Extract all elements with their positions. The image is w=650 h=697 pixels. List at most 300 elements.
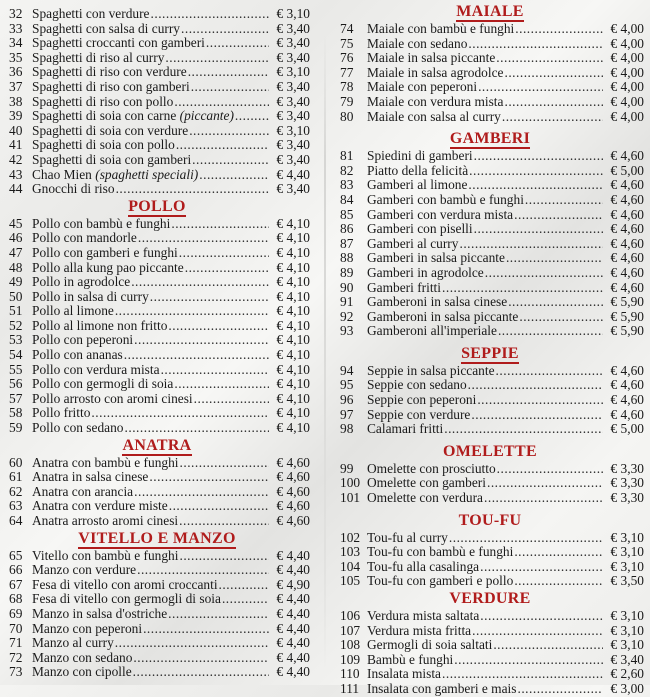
item-price: € 4,40	[276, 649, 310, 665]
menu-item-row	[9, 348, 325, 363]
menu-item-row	[9, 549, 325, 564]
item-price: € 3,40	[276, 93, 310, 109]
dot-leader	[222, 592, 269, 607]
item-name: Bambù e funghi	[367, 651, 454, 667]
dot-leader	[480, 609, 603, 624]
item-price: € 3,40	[276, 181, 310, 197]
menu-item-row	[340, 164, 650, 179]
menu-item-row	[9, 406, 325, 421]
item-price: € 3,10	[610, 529, 644, 545]
menu-item-row	[9, 261, 325, 276]
dot-leader	[442, 667, 603, 682]
item-name: Manzo con verdure	[32, 562, 137, 578]
item-number: 99	[340, 460, 354, 476]
item-price: € 3,30	[610, 475, 644, 491]
dot-leader	[199, 168, 269, 183]
item-number: 97	[340, 406, 354, 422]
menu-item-row	[340, 378, 650, 393]
item-number: 85	[340, 206, 354, 222]
menu-item-row	[9, 290, 325, 305]
dot-leader	[496, 51, 603, 66]
dot-leader	[515, 22, 603, 37]
dot-leader	[514, 208, 603, 223]
item-price: € 4,60	[610, 191, 644, 207]
item-price: € 4,40	[276, 166, 310, 182]
menu-item-row	[9, 578, 325, 593]
item-number: 90	[340, 279, 354, 295]
item-name: Omelette con gamberi	[367, 475, 486, 491]
item-number: 53	[9, 332, 23, 348]
item-number: 103	[340, 544, 361, 560]
item-name: Anatra con bambù e funghi	[32, 454, 179, 470]
menu-item-row	[9, 65, 325, 80]
item-name: Tou-fu alla casalinga	[367, 558, 480, 574]
item-name: Piatto della felicità	[367, 162, 469, 178]
menu-item-row	[340, 222, 650, 237]
item-number: 59	[9, 420, 23, 436]
item-name: Omelette con prosciutto	[367, 460, 496, 476]
item-price: € 4,60	[276, 454, 310, 470]
menu-item-row	[340, 237, 650, 252]
menu-item-row	[340, 208, 650, 223]
item-name: Maiale con bambù e funghi	[367, 21, 515, 36]
item-name: Manzo con peperoni	[32, 620, 143, 636]
item-price: € 3,10	[610, 622, 644, 638]
item-number: 80	[340, 108, 354, 124]
item-number: 79	[340, 93, 354, 109]
menu-item-row	[9, 421, 325, 436]
dot-leader	[179, 246, 269, 261]
item-price: € 4,00	[610, 79, 644, 95]
item-number: 76	[340, 50, 354, 66]
item-price: € 3,30	[610, 460, 644, 476]
item-name: Spaghetti di riso con verdure	[32, 64, 187, 80]
item-price: € 4,60	[610, 377, 644, 393]
dot-leader	[134, 333, 269, 348]
menu-column-left	[0, 0, 325, 685]
menu-item-row	[340, 393, 650, 408]
item-price: € 5,00	[610, 162, 644, 178]
item-name: Gamberi con piselli	[367, 221, 473, 237]
item-number: 54	[9, 347, 23, 363]
item-note: (spaghetti speciali)	[95, 166, 199, 182]
item-name: Spaghetti di soia con carne (piccante)	[32, 108, 234, 124]
item-number: 78	[340, 79, 354, 95]
item-number: 56	[9, 376, 23, 392]
item-number: 92	[340, 308, 354, 324]
item-price: € 2,60	[610, 666, 644, 682]
menu-item-row	[9, 138, 325, 153]
item-price: € 4,60	[276, 498, 310, 514]
menu-item-row	[9, 456, 325, 471]
menu-item-row	[9, 592, 325, 607]
item-price: € 3,40	[276, 35, 310, 51]
item-number: 71	[9, 635, 23, 651]
item-number: 107	[340, 622, 361, 638]
item-price: € 3,10	[610, 558, 644, 574]
section-heading-anatra: ANATRA	[122, 436, 192, 454]
item-price: € 4,10	[276, 332, 310, 348]
item-number: 38	[9, 93, 23, 109]
menu-item-row	[340, 624, 650, 639]
item-number: 51	[9, 303, 23, 319]
dot-leader	[168, 607, 269, 622]
item-price: € 3,40	[276, 78, 310, 94]
item-price: € 3,40	[276, 151, 310, 167]
item-name: Pollo in agrodolce	[32, 274, 131, 290]
item-name: Pollo con germogli di soia	[32, 376, 174, 392]
item-name: Chao Mien (spaghetti speciali)	[32, 166, 199, 182]
item-number: 47	[9, 244, 23, 260]
section-heading-vitello-manzo: VITELLO E MANZO	[78, 529, 236, 547]
item-price: € 4,10	[276, 361, 310, 377]
item-price: € 4,60	[610, 250, 644, 266]
item-name: Spaghetti di riso con pollo	[32, 93, 174, 109]
item-number: 45	[9, 215, 23, 231]
dot-leader	[150, 290, 269, 305]
menu-item-row	[340, 80, 650, 95]
item-price: € 4,40	[276, 547, 310, 563]
menu-item-row	[9, 563, 325, 578]
dot-leader	[506, 251, 603, 266]
item-name: Pollo alla kung pao piccante	[32, 259, 184, 275]
item-number: 50	[9, 288, 23, 304]
dot-leader	[480, 560, 603, 575]
dot-leader	[444, 422, 603, 437]
section-vitello-manzo	[9, 549, 325, 680]
item-number: 75	[340, 35, 354, 51]
dot-leader	[116, 182, 269, 197]
menu-item-row	[9, 514, 325, 529]
section-seppie	[340, 364, 650, 437]
menu-item-row	[340, 149, 650, 164]
dot-leader	[174, 95, 269, 110]
item-price: € 4,10	[276, 420, 310, 436]
menu-item-row	[9, 95, 325, 110]
item-name: Pollo con peperoni	[32, 332, 134, 348]
item-number: 68	[9, 591, 23, 607]
item-name: Insalata mista	[367, 666, 441, 682]
item-price: € 4,10	[276, 390, 310, 406]
dot-leader	[502, 110, 603, 125]
item-price: € 4,00	[610, 93, 644, 109]
dot-leader	[115, 304, 269, 319]
item-number: 93	[340, 323, 354, 339]
dot-leader	[525, 193, 603, 208]
item-price: € 4,10	[276, 274, 310, 290]
menu-item-row	[340, 266, 650, 281]
section-heading-maiale: MAIALE	[456, 3, 524, 20]
item-number: 109	[340, 651, 361, 667]
menu-item-row	[340, 110, 650, 125]
dot-leader	[478, 80, 603, 95]
menu-item-row	[340, 422, 650, 437]
menu-item-row	[340, 37, 650, 52]
item-number: 34	[9, 35, 23, 51]
item-number: 96	[340, 392, 354, 408]
menu-item-row	[9, 36, 325, 51]
dot-leader	[191, 80, 269, 95]
item-name: Anatra con verdure miste	[32, 498, 168, 514]
dot-leader	[125, 421, 270, 436]
item-name: Pollo arrosto con aromi cinesi	[32, 390, 193, 406]
item-price: € 4,60	[610, 279, 644, 295]
item-name: Gamberi in agrodolce	[367, 264, 484, 280]
item-price: € 4,00	[610, 108, 644, 124]
item-name: Spaghetti di soia con pollo	[32, 137, 175, 153]
item-name: Spaghetti di riso con gamberi	[32, 78, 190, 94]
item-number: 110	[340, 666, 360, 682]
item-name: Pollo con gamberi e funghi	[32, 244, 178, 260]
item-number: 36	[9, 64, 23, 80]
dot-leader	[517, 682, 603, 697]
item-name: Gamberi con bambù e funghi	[367, 191, 524, 207]
item-number: 102	[340, 529, 361, 545]
menu-item-row	[340, 324, 650, 339]
menu-item-row	[9, 392, 325, 407]
item-name: Verdura mista saltata	[367, 608, 480, 623]
menu-item-row	[340, 193, 650, 208]
item-price: € 3,10	[610, 637, 644, 653]
item-price: € 4,60	[610, 221, 644, 237]
menu-item-row	[340, 66, 650, 81]
dot-leader	[472, 624, 603, 639]
item-name: Manzo al curry	[32, 635, 114, 651]
item-name: Pollo in salsa di curry	[32, 288, 149, 304]
item-price: € 4,10	[276, 303, 310, 319]
item-name: Maiale con peperoni	[367, 79, 478, 95]
item-note: (piccante)	[179, 108, 234, 124]
dot-leader	[131, 275, 269, 290]
item-name: Manzo in salsa d'ostriche	[32, 605, 168, 621]
item-name: Maiale con salsa al curry	[367, 108, 501, 124]
dot-leader	[514, 545, 603, 560]
item-number: 82	[340, 162, 354, 178]
item-name: Gamberi al curry	[367, 235, 459, 251]
section-verdure	[340, 609, 650, 697]
menu-item-row	[9, 636, 325, 651]
menu-item-row	[9, 499, 325, 514]
menu-item-row	[340, 408, 650, 423]
dot-leader	[493, 638, 603, 653]
item-name: Spaghetti con verdure	[32, 6, 150, 21]
item-price: € 4,10	[276, 244, 310, 260]
item-price: € 3,10	[610, 608, 644, 623]
item-price: € 4,60	[610, 392, 644, 408]
section-noodles	[9, 7, 325, 197]
item-price: € 3,10	[276, 122, 310, 138]
section-maiale	[340, 22, 650, 124]
item-price: € 3,10	[276, 64, 310, 80]
item-number: 64	[9, 513, 23, 528]
item-number: 32	[9, 6, 23, 21]
item-price: € 5,90	[610, 323, 644, 339]
dot-leader	[138, 231, 269, 246]
item-name: Seppie in salsa piccante	[367, 362, 495, 378]
menu-item-row	[340, 251, 650, 266]
item-number: 52	[9, 317, 23, 333]
item-price: € 3,40	[276, 137, 310, 153]
item-number: 58	[9, 405, 23, 421]
item-number: 88	[340, 250, 354, 266]
dot-leader	[151, 7, 269, 22]
item-price: € 4,00	[610, 21, 644, 36]
item-name: Pollo al limone non fritto	[32, 317, 168, 333]
item-name: Anatra in salsa cinese	[32, 469, 149, 485]
item-name: Pollo con sedano	[32, 420, 124, 436]
dot-leader	[474, 222, 603, 237]
item-name: Tou-fu al curry	[367, 529, 448, 545]
menu-item-row	[9, 363, 325, 378]
item-name: Maiale con sedano	[367, 35, 468, 51]
item-price: € 4,10	[276, 230, 310, 246]
menu-item-row	[340, 295, 650, 310]
menu-item-row	[340, 22, 650, 37]
item-name: Fesa di vitello con aromi croccanti	[32, 576, 218, 592]
dot-leader	[189, 124, 269, 139]
menu-item-row	[9, 168, 325, 183]
item-price: € 3,50	[610, 573, 644, 589]
item-name: Manzo con sedano	[32, 649, 133, 665]
menu-item-row	[9, 109, 325, 124]
menu-item-row	[340, 462, 650, 477]
menu-item-row	[9, 217, 325, 232]
item-name: Gamberi con verdura mista	[367, 206, 514, 222]
dot-leader	[235, 109, 269, 124]
menu-item-row	[340, 545, 650, 560]
item-name: Spaghetti di soia con gamberi	[32, 151, 192, 167]
item-name: Pollo al limone	[32, 303, 114, 319]
menu-item-row	[9, 651, 325, 666]
item-number: 77	[340, 64, 354, 80]
item-name: Gnocchi di riso	[32, 181, 115, 197]
item-name: Spaghetti di riso al curry	[32, 49, 165, 65]
item-number: 84	[340, 191, 354, 207]
item-price: € 4,10	[276, 317, 310, 333]
item-name: Fesa di vitello con germogli di soia	[32, 591, 221, 607]
item-number: 61	[9, 469, 23, 485]
menu-item-row	[9, 377, 325, 392]
item-name: Pollo con ananas	[32, 347, 123, 363]
dot-leader	[471, 408, 603, 423]
item-name: Gamberoni in salsa piccante	[367, 308, 519, 324]
item-number: 87	[340, 235, 354, 251]
item-number: 100	[340, 475, 361, 491]
item-number: 67	[9, 576, 23, 592]
item-number: 62	[9, 483, 23, 499]
item-name: Gamberi in salsa piccante	[367, 250, 505, 266]
menu-item-row	[340, 476, 650, 491]
menu-item-row	[9, 275, 325, 290]
item-price: € 4,60	[610, 362, 644, 378]
item-price: € 4,60	[610, 235, 644, 251]
item-name: Manzo con cipolle	[32, 664, 132, 680]
item-price: € 4,60	[610, 148, 644, 164]
dot-leader	[449, 531, 603, 546]
dot-leader	[504, 66, 603, 81]
item-price: € 4,40	[276, 620, 310, 636]
menu-item-row	[9, 470, 325, 485]
item-name: Spaghetti con salsa di curry	[32, 20, 181, 36]
dot-leader	[459, 237, 603, 252]
menu-item-row	[9, 7, 325, 22]
dot-leader	[442, 281, 603, 296]
item-number: 39	[9, 108, 23, 124]
item-number: 73	[9, 664, 23, 680]
item-price: € 3,10	[610, 544, 644, 560]
item-price: € 4,60	[610, 177, 644, 193]
item-number: 89	[340, 264, 354, 280]
dot-leader	[174, 377, 269, 392]
dot-leader	[165, 51, 269, 66]
section-pollo	[9, 217, 325, 436]
item-number: 69	[9, 605, 23, 621]
item-number: 104	[340, 558, 361, 574]
item-number: 105	[340, 573, 361, 589]
dot-leader	[508, 295, 603, 310]
item-price: € 3,40	[276, 108, 310, 124]
item-number: 72	[9, 649, 23, 665]
item-name: Anatra arrosto aromi cinesi	[32, 513, 179, 528]
item-price: € 4,40	[276, 562, 310, 578]
dot-leader	[477, 393, 603, 408]
item-name: Pollo con bambù e funghi	[32, 215, 171, 231]
item-name: Spaghetti croccanti con gamberi	[32, 35, 205, 51]
dot-leader	[206, 36, 269, 51]
menu-item-row	[340, 51, 650, 66]
menu-item-row	[9, 319, 325, 334]
item-number: 49	[9, 274, 23, 290]
menu-column-right	[325, 0, 650, 696]
item-name: Seppie con peperoni	[367, 392, 477, 408]
item-price: € 4,60	[610, 264, 644, 280]
dot-leader	[137, 563, 269, 578]
item-number: 40	[9, 122, 23, 138]
section-heading-toufu: TOU-FU	[458, 511, 522, 529]
dot-leader	[176, 138, 269, 153]
item-number: 95	[340, 377, 354, 393]
item-number: 101	[340, 490, 361, 506]
dot-leader	[188, 65, 269, 80]
item-name: Maiale in salsa piccante	[367, 50, 496, 66]
dot-leader	[115, 636, 269, 651]
menu-item-row	[9, 153, 325, 168]
menu-item-row	[9, 51, 325, 66]
item-number: 86	[340, 221, 354, 237]
item-price: € 4,00	[610, 50, 644, 66]
dot-leader	[194, 392, 269, 407]
section-gamberi	[340, 149, 650, 339]
item-name: Calamari fritti	[367, 421, 444, 437]
item-number: 70	[9, 620, 23, 636]
dot-leader	[454, 653, 603, 668]
item-number: 55	[9, 361, 23, 377]
item-number: 94	[340, 362, 354, 378]
dot-leader	[469, 164, 603, 179]
dot-leader	[185, 261, 269, 276]
item-name: Maiale con verdura mista	[367, 93, 504, 109]
dot-leader	[504, 95, 603, 110]
dot-leader	[133, 651, 269, 666]
item-number: 41	[9, 137, 23, 153]
section-heading-pollo: POLLO	[128, 197, 186, 215]
menu-item-row	[9, 124, 325, 139]
dot-leader	[468, 37, 603, 52]
dot-leader	[91, 406, 269, 421]
item-price: € 4,40	[276, 605, 310, 621]
item-price: € 4,10	[276, 405, 310, 421]
item-number: 98	[340, 421, 354, 437]
